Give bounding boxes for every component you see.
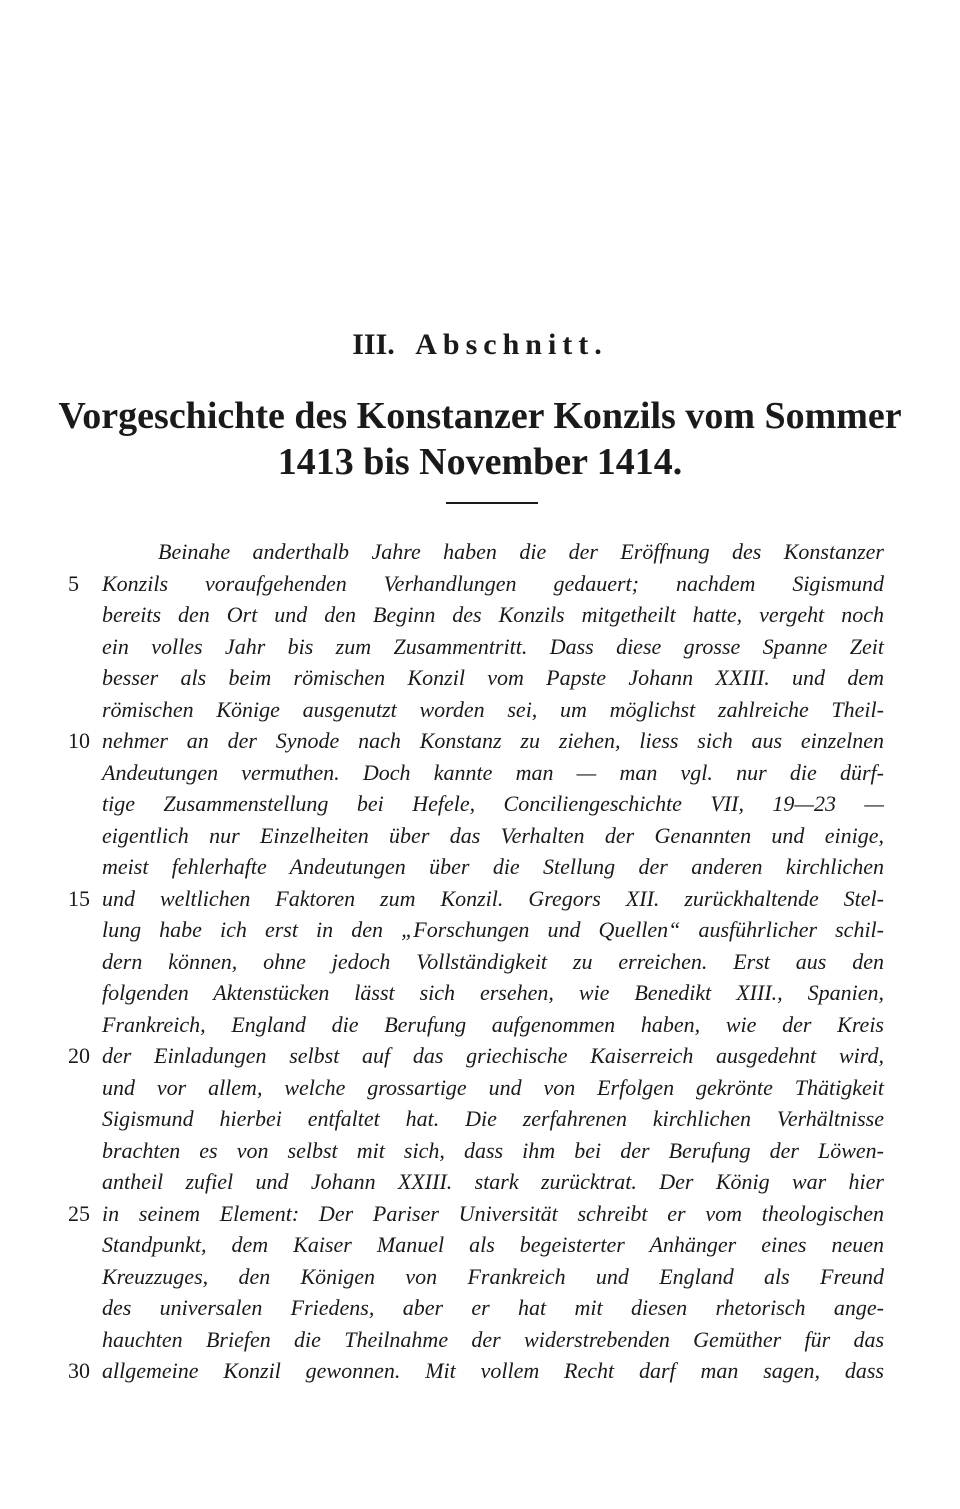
line-text: eigentlich nur Einzelheiten über das Verhalten der Genannten und einige, — [102, 822, 884, 848]
chapter-title-line-2: 1413 bis November 1414. — [277, 441, 683, 483]
line-number: 30 — [68, 1358, 90, 1383]
line-text: Andeutungen vermuthen. Doch kannte man — man vgl. nur die dürf- — [102, 759, 884, 785]
line-text: folgenden Aktenstücken lässt sich ersehen, wie Benedikt XIII., Spanien, — [102, 980, 884, 1005]
text-line — [0, 725, 960, 757]
text-line — [0, 914, 960, 946]
text-line — [0, 1324, 960, 1356]
text-line — [0, 851, 960, 883]
line-text: bereits den Ort und den Beginn des Konzils mitgetheilt hatte, vergeht noch — [102, 602, 884, 627]
line-text: Kreuzzuges, den Königen von Frankreich und England als Freund — [102, 1263, 884, 1289]
text-line — [0, 1292, 960, 1324]
line-text: Sigismund hierbei entfaltet hat. Die zerfahrenen kirchlichen Verhältnisse — [102, 1106, 884, 1131]
line-text: nehmer an der Synode nach Konstanz zu ziehen, liess sich aus einzelnen — [102, 728, 884, 753]
chapter-title-line-1: Vorgeschichte des Konstanzer Konzils vom Sommer — [58, 395, 902, 437]
line-text: Beinahe anderthalb Jahre haben die der Eröffnung des Konstanzer — [158, 539, 884, 564]
text-line — [0, 568, 960, 600]
chapter-title — [0, 393, 960, 485]
text-line — [0, 1166, 960, 1198]
text-line — [0, 788, 960, 820]
line-text: in seinem Element: Der Pariser Universität schreibt er vom theologischen — [102, 1200, 884, 1226]
line-number: 5 — [68, 570, 79, 596]
text-line — [0, 1040, 960, 1072]
text-line — [0, 662, 960, 694]
text-line — [0, 1261, 960, 1293]
text-line — [0, 1135, 960, 1167]
text-line — [0, 946, 960, 978]
line-text: allgemeine Konzil gewonnen. Mit vollem Recht darf man sagen, dass — [102, 1358, 884, 1383]
text-line — [0, 1229, 960, 1261]
line-text: des universalen Friedens, aber er hat mit diesen rhetorisch ange- — [102, 1295, 884, 1320]
line-text: Konzils voraufgehenden Verhandlungen gedauert; nachdem Sigismund — [102, 570, 884, 596]
title-divider — [446, 502, 538, 504]
line-text: und weltlichen Faktoren zum Konzil. Gregors XII. zurückhaltende Stel- — [102, 885, 884, 911]
line-text: römischen Könige ausgenutzt worden sei, um möglichst zahlreiche Theil- — [102, 696, 884, 722]
text-line — [0, 694, 960, 726]
section-number: III. — [352, 328, 395, 361]
line-text: antheil zufiel und Johann XXIII. stark zurücktrat. Der König war hier — [102, 1169, 884, 1194]
text-line — [0, 631, 960, 663]
line-text: ein volles Jahr bis zum Zusammentritt. Dass diese grosse Spanne Zeit — [102, 633, 884, 659]
body-text — [0, 536, 960, 1387]
line-text: und vor allem, welche grossartige und von Erfolgen gekrönte Thätigkeit — [102, 1074, 884, 1100]
text-line — [0, 599, 960, 631]
text-line — [0, 883, 960, 915]
line-number: 15 — [68, 885, 90, 911]
text-line — [0, 757, 960, 789]
line-number: 20 — [68, 1043, 90, 1068]
line-text: besser als beim römischen Konzil vom Papste Johann XXIII. und dem — [102, 665, 884, 690]
line-text: tige Zusammenstellung bei Hefele, Conciliengeschichte VII, 19—23 — — [102, 791, 884, 816]
line-number: 10 — [68, 728, 90, 753]
line-text: dern können, ohne jedoch Vollständigkeit zu erreichen. Erst aus den — [102, 948, 884, 974]
line-text: brachten es von selbst mit sich, dass ihm bei der Berufung der Löwen- — [102, 1137, 884, 1163]
text-line — [0, 1103, 960, 1135]
text-line — [0, 1355, 960, 1387]
text-line — [0, 820, 960, 852]
line-number: 25 — [68, 1200, 90, 1226]
text-line — [0, 1072, 960, 1104]
line-text: meist fehlerhafte Andeutungen über die Stellung der anderen kirchlichen — [102, 854, 884, 879]
line-text: Standpunkt, dem Kaiser Manuel als begeisterter Anhänger eines neuen — [102, 1232, 884, 1257]
text-line — [0, 1009, 960, 1041]
text-line — [0, 1198, 960, 1230]
text-line — [0, 977, 960, 1009]
line-text: Frankreich, England die Berufung aufgenommen haben, wie der Kreis — [102, 1011, 884, 1037]
section-word: Abschnitt. — [415, 328, 608, 361]
line-text: hauchten Briefen die Theilnahme der widerstrebenden Gemüther für das — [102, 1326, 884, 1352]
line-text: lung habe ich erst in den „Forschungen und Quellen“ ausführlicher schil- — [102, 917, 884, 942]
line-text: der Einladungen selbst auf das griechische Kaiserreich ausgedehnt wird, — [102, 1043, 884, 1068]
text-line — [0, 536, 960, 568]
section-heading — [0, 328, 960, 362]
